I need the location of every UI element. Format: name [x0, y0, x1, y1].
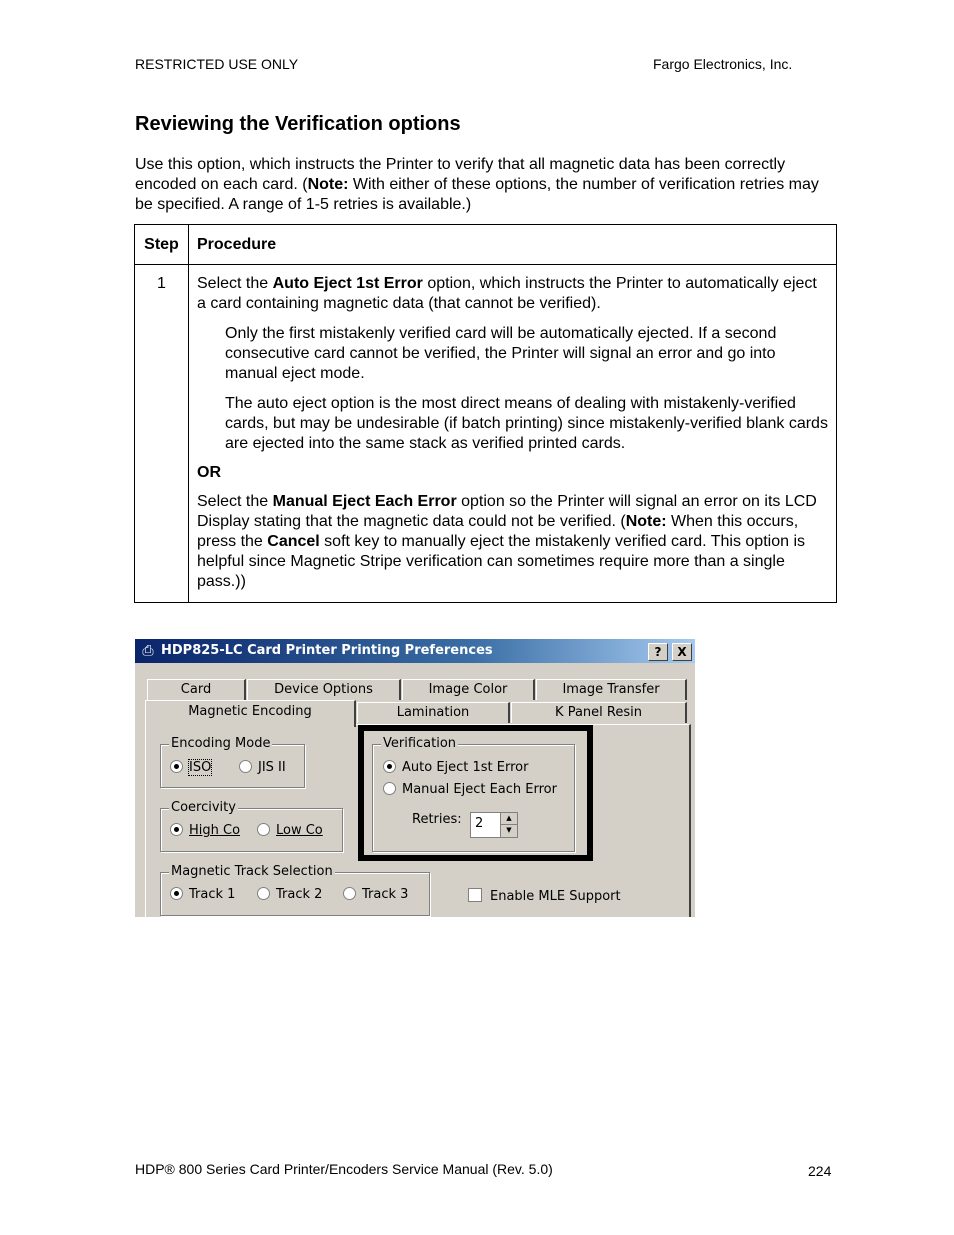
retries-value: 2 — [475, 816, 484, 831]
radio-low-co-label: Low Co — [276, 823, 323, 838]
header-left: RESTRICTED USE ONLY — [135, 56, 299, 72]
radio-track-3[interactable] — [343, 887, 408, 903]
printer-icon: ⎙ — [142, 643, 154, 659]
column-header-procedure: Procedure — [189, 225, 837, 265]
intro-paragraph — [135, 155, 840, 215]
radio-track-2-label: Track 2 — [276, 887, 323, 902]
table-header-row — [135, 225, 837, 265]
footer-title: HDP® 800 Series Card Printer/Encoders Service Manual (Rev. 5.0) — [135, 1161, 553, 1177]
section-title: Reviewing the Verification options — [135, 113, 461, 135]
enable-mle-label: Enable MLE Support — [490, 889, 621, 904]
intro-text-1: Use this option, which instructs the Printer to verify that all magnetic data has been correctly encoded on each card. ( — [135, 156, 786, 193]
procedure-table — [134, 224, 837, 603]
radio-low-co[interactable] — [257, 823, 323, 839]
verification-highlight-box — [358, 725, 593, 861]
radio-on-icon — [170, 760, 183, 773]
encoding-mode-label: Encoding Mode — [171, 736, 271, 751]
radio-track-1[interactable] — [170, 887, 235, 903]
table-row — [135, 265, 837, 603]
procedure-paragraph — [197, 274, 828, 314]
radio-on-icon — [170, 823, 183, 836]
text-run: soft key to manually eject the mistakenly verified card. This option is helpful since Magnetic Stripe verification can sometimes require more than a single pass.)) — [197, 533, 805, 590]
tab-card[interactable]: Card — [147, 679, 246, 700]
tab-device-options[interactable]: Device Options — [247, 679, 401, 700]
step-number: 1 — [135, 265, 189, 603]
cancel-key-name: Cancel — [267, 533, 320, 550]
radio-off-icon — [239, 760, 252, 773]
tab-image-transfer[interactable]: Image Transfer — [536, 679, 687, 700]
tab-image-color[interactable]: Image Color — [402, 679, 535, 700]
radio-off-icon — [343, 887, 356, 900]
spin-up-icon[interactable]: ▲ — [501, 813, 517, 825]
retries-label: Retries: — [412, 812, 462, 827]
radio-high-co[interactable] — [170, 823, 240, 839]
spin-down-icon[interactable]: ▼ — [506, 826, 512, 834]
or-separator: OR — [197, 464, 221, 481]
procedure-cell — [189, 265, 837, 603]
procedure-paragraph — [197, 492, 828, 592]
track-selection-label: Magnetic Track Selection — [171, 864, 333, 879]
radio-high-co-label: High Co — [189, 823, 241, 838]
printing-preferences-dialog — [135, 639, 695, 917]
tab-magnetic-encoding[interactable]: Magnetic Encoding — [145, 700, 356, 727]
column-header-step: Step — [135, 225, 189, 265]
radio-auto-eject-label: Auto Eject 1st Error — [402, 760, 529, 775]
radio-manual-eject-label: Manual Eject Each Error — [402, 782, 557, 797]
radio-track-1-label: Track 1 — [189, 887, 236, 902]
text-run: option, which instructs the Printer to automatically eject a card containing magnetic data (that cannot be verified). — [197, 275, 817, 312]
option-name-auto-eject: Auto Eject 1st Error — [272, 275, 423, 292]
radio-on-icon — [170, 887, 183, 900]
coercivity-label: Coercivity — [171, 800, 236, 815]
intro-text-2: With either of these options, the number of verification retries may be specified. A range of 1-5 retries is available.) — [135, 176, 819, 213]
footer-page-number: 224 — [808, 1163, 832, 1179]
verification-label: Verification — [383, 736, 457, 751]
close-button[interactable]: X — [672, 643, 692, 661]
text-run: Select the — [197, 493, 273, 510]
radio-off-icon — [257, 823, 270, 836]
header-right: Fargo Electronics, Inc. — [653, 56, 793, 72]
radio-jis-ii-label: JIS II — [258, 760, 286, 775]
radio-off-icon — [257, 887, 270, 900]
note-label: Note: — [625, 513, 667, 530]
radio-track-2[interactable] — [257, 887, 322, 903]
help-button[interactable]: ? — [648, 643, 668, 661]
text-run: option so the Printer will signal an error on its LCD Display stating that the magnetic data could not be verified. ( — [197, 493, 817, 530]
radio-iso-label: ISO — [189, 760, 212, 775]
procedure-indented-paragraph: Only the first mistakenly verified card will be automatically ejected. If a second consecutive card cannot be verified, the Printer will signal an error and go into manual eject mode. — [225, 325, 777, 382]
option-name-manual-eject: Manual Eject Each Error — [272, 493, 457, 510]
dialog-titlebar[interactable] — [135, 639, 695, 663]
intro-note-label: Note: — [307, 176, 349, 193]
radio-track-3-label: Track 3 — [362, 887, 409, 902]
radio-iso[interactable] — [170, 760, 211, 776]
procedure-indented-paragraph: The auto eject option is the most direct means of dealing with mistakenly-verified cards, but may be undesirable (if batch printing) since mistakenly-verified blank cards are ejected into the same stack as verified printed cards. — [225, 395, 828, 452]
checkbox-icon — [468, 888, 482, 902]
text-run: When this occurs, press the — [197, 513, 799, 550]
enable-mle-checkbox[interactable] — [468, 888, 621, 905]
tab-lamination[interactable]: Lamination — [357, 702, 510, 723]
text-run: Select the — [197, 275, 273, 292]
dialog-title: HDP825-LC Card Printer Printing Preferences — [161, 643, 493, 658]
radio-jis-ii[interactable] — [239, 760, 286, 776]
tab-k-panel-resin[interactable]: K Panel Resin — [511, 702, 687, 723]
